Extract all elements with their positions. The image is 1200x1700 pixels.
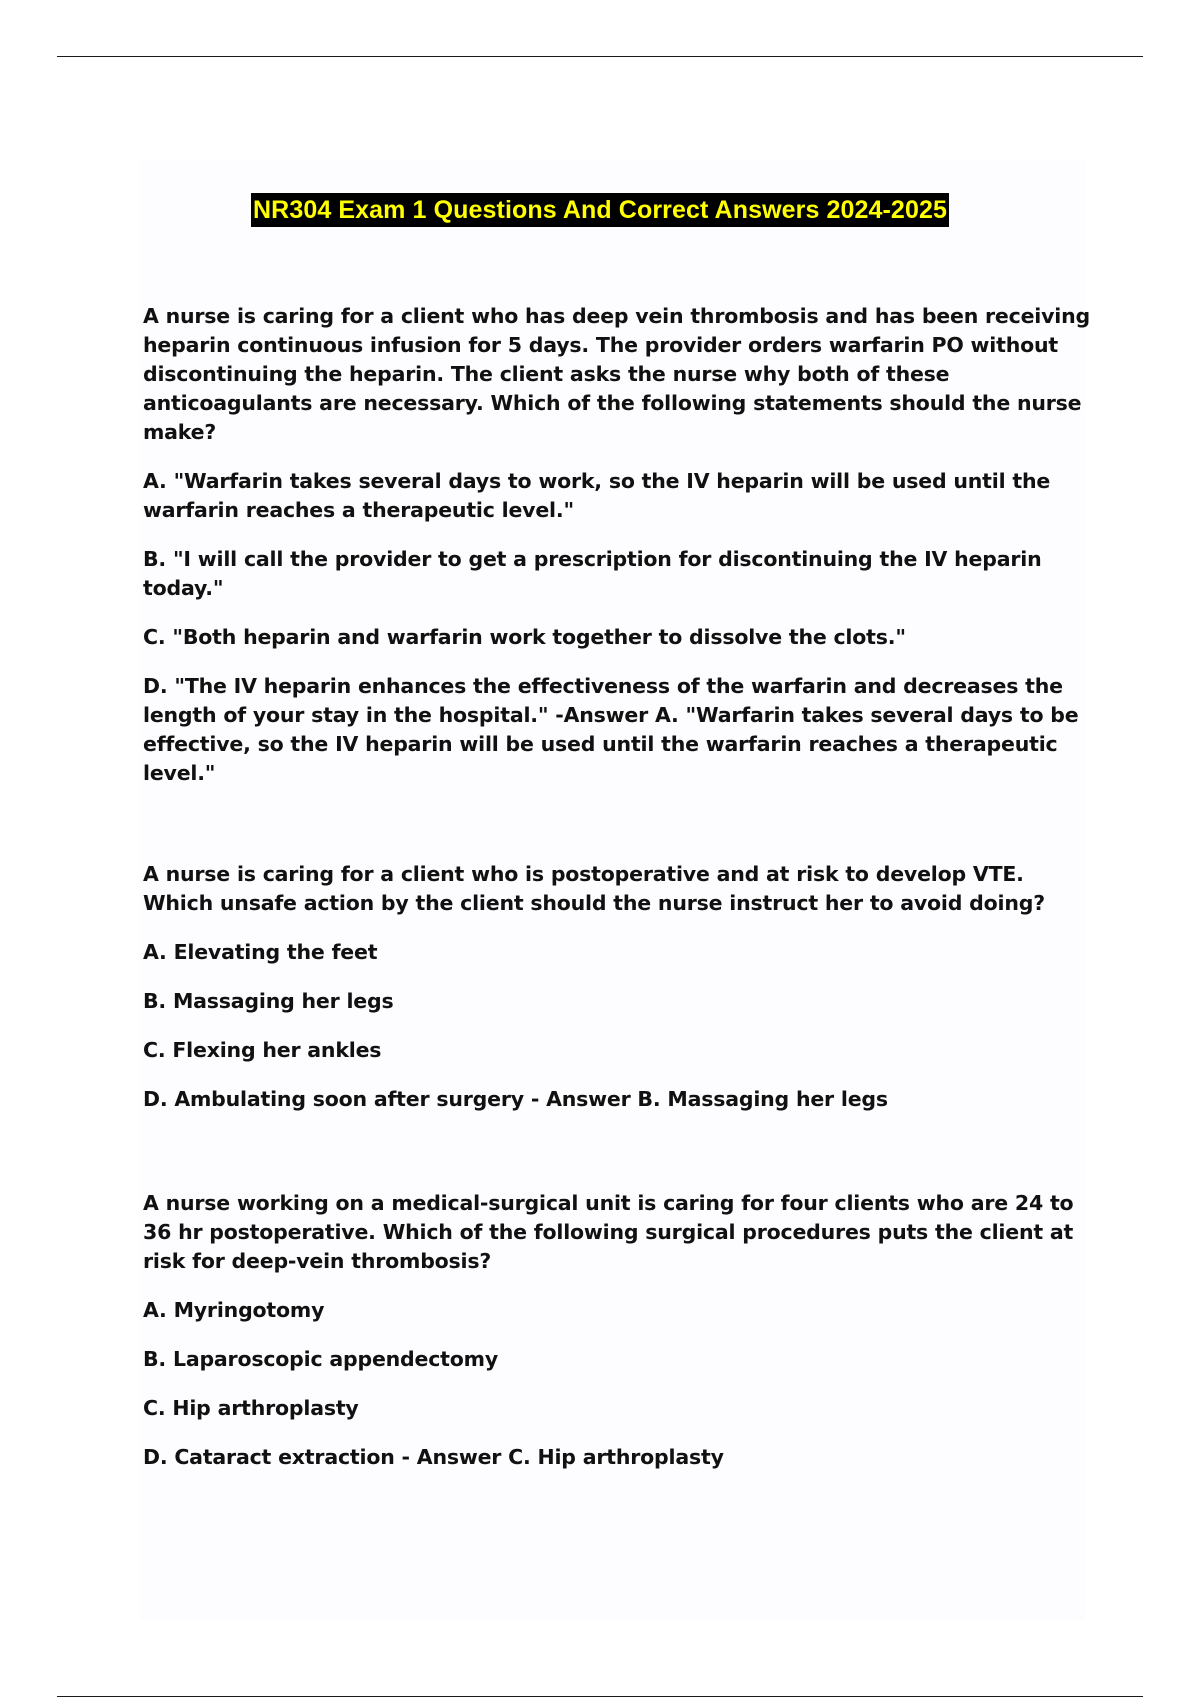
answer-option: A. Elevating the feet [143,940,378,964]
question-block-3 [143,1189,1093,1472]
bottom-rule [57,1696,1143,1697]
answer-option-with-answer: D. Cataract extraction - Answer C. Hip arthroplasty [143,1445,724,1469]
answer-option: B. "I will call the provider to get a prescription for discontinuing the IV heparin today." [143,547,1042,600]
answer-option: B. Massaging her legs [143,989,394,1013]
title-container [0,193,1200,227]
answer-option-with-answer: D. Ambulating soon after surgery - Answer B. Massaging her legs [143,1087,888,1111]
question-block-2 [143,860,1093,1114]
question-block-1 [143,302,1093,788]
question-stem: A nurse working on a medical-surgical unit is caring for four clients who are 24 to 36 hr postoperative. Which of the following surgical procedures puts the client at risk for deep-vein thrombosis? [143,1191,1074,1273]
document-content [143,302,1093,1544]
answer-option: A. Myringotomy [143,1298,325,1322]
answer-option: C. Flexing her ankles [143,1038,382,1062]
answer-option: C. "Both heparin and warfarin work together to dissolve the clots." [143,625,906,649]
answer-option-with-answer: D. "The IV heparin enhances the effectiveness of the warfarin and decreases the length of your stay in the hospital." -Answer A. "Warfarin takes several days to be effective, so the IV heparin will be used until the warfarin reaches a therapeutic level." [143,674,1079,785]
question-stem: A nurse is caring for a client who is postoperative and at risk to develop VTE. Which unsafe action by the client should the nurse instruct her to avoid doing? [143,862,1045,915]
answer-option: B. Laparoscopic appendectomy [143,1347,498,1371]
top-rule [57,56,1143,57]
answer-option: A. "Warfarin takes several days to work, so the IV heparin will be used until the warfarin reaches a therapeutic level." [143,469,1051,522]
answer-option: C. Hip arthroplasty [143,1396,359,1420]
question-stem: A nurse is caring for a client who has deep vein thrombosis and has been receiving heparin continuous infusion for 5 days. The provider orders warfarin PO without discontinuing the heparin. The client asks the nurse why both of these anticoagulants are necessary. Which of the following statements should the nurse make? [143,304,1090,444]
document-title: NR304 Exam 1 Questions And Correct Answers 2024-2025 [251,193,949,227]
